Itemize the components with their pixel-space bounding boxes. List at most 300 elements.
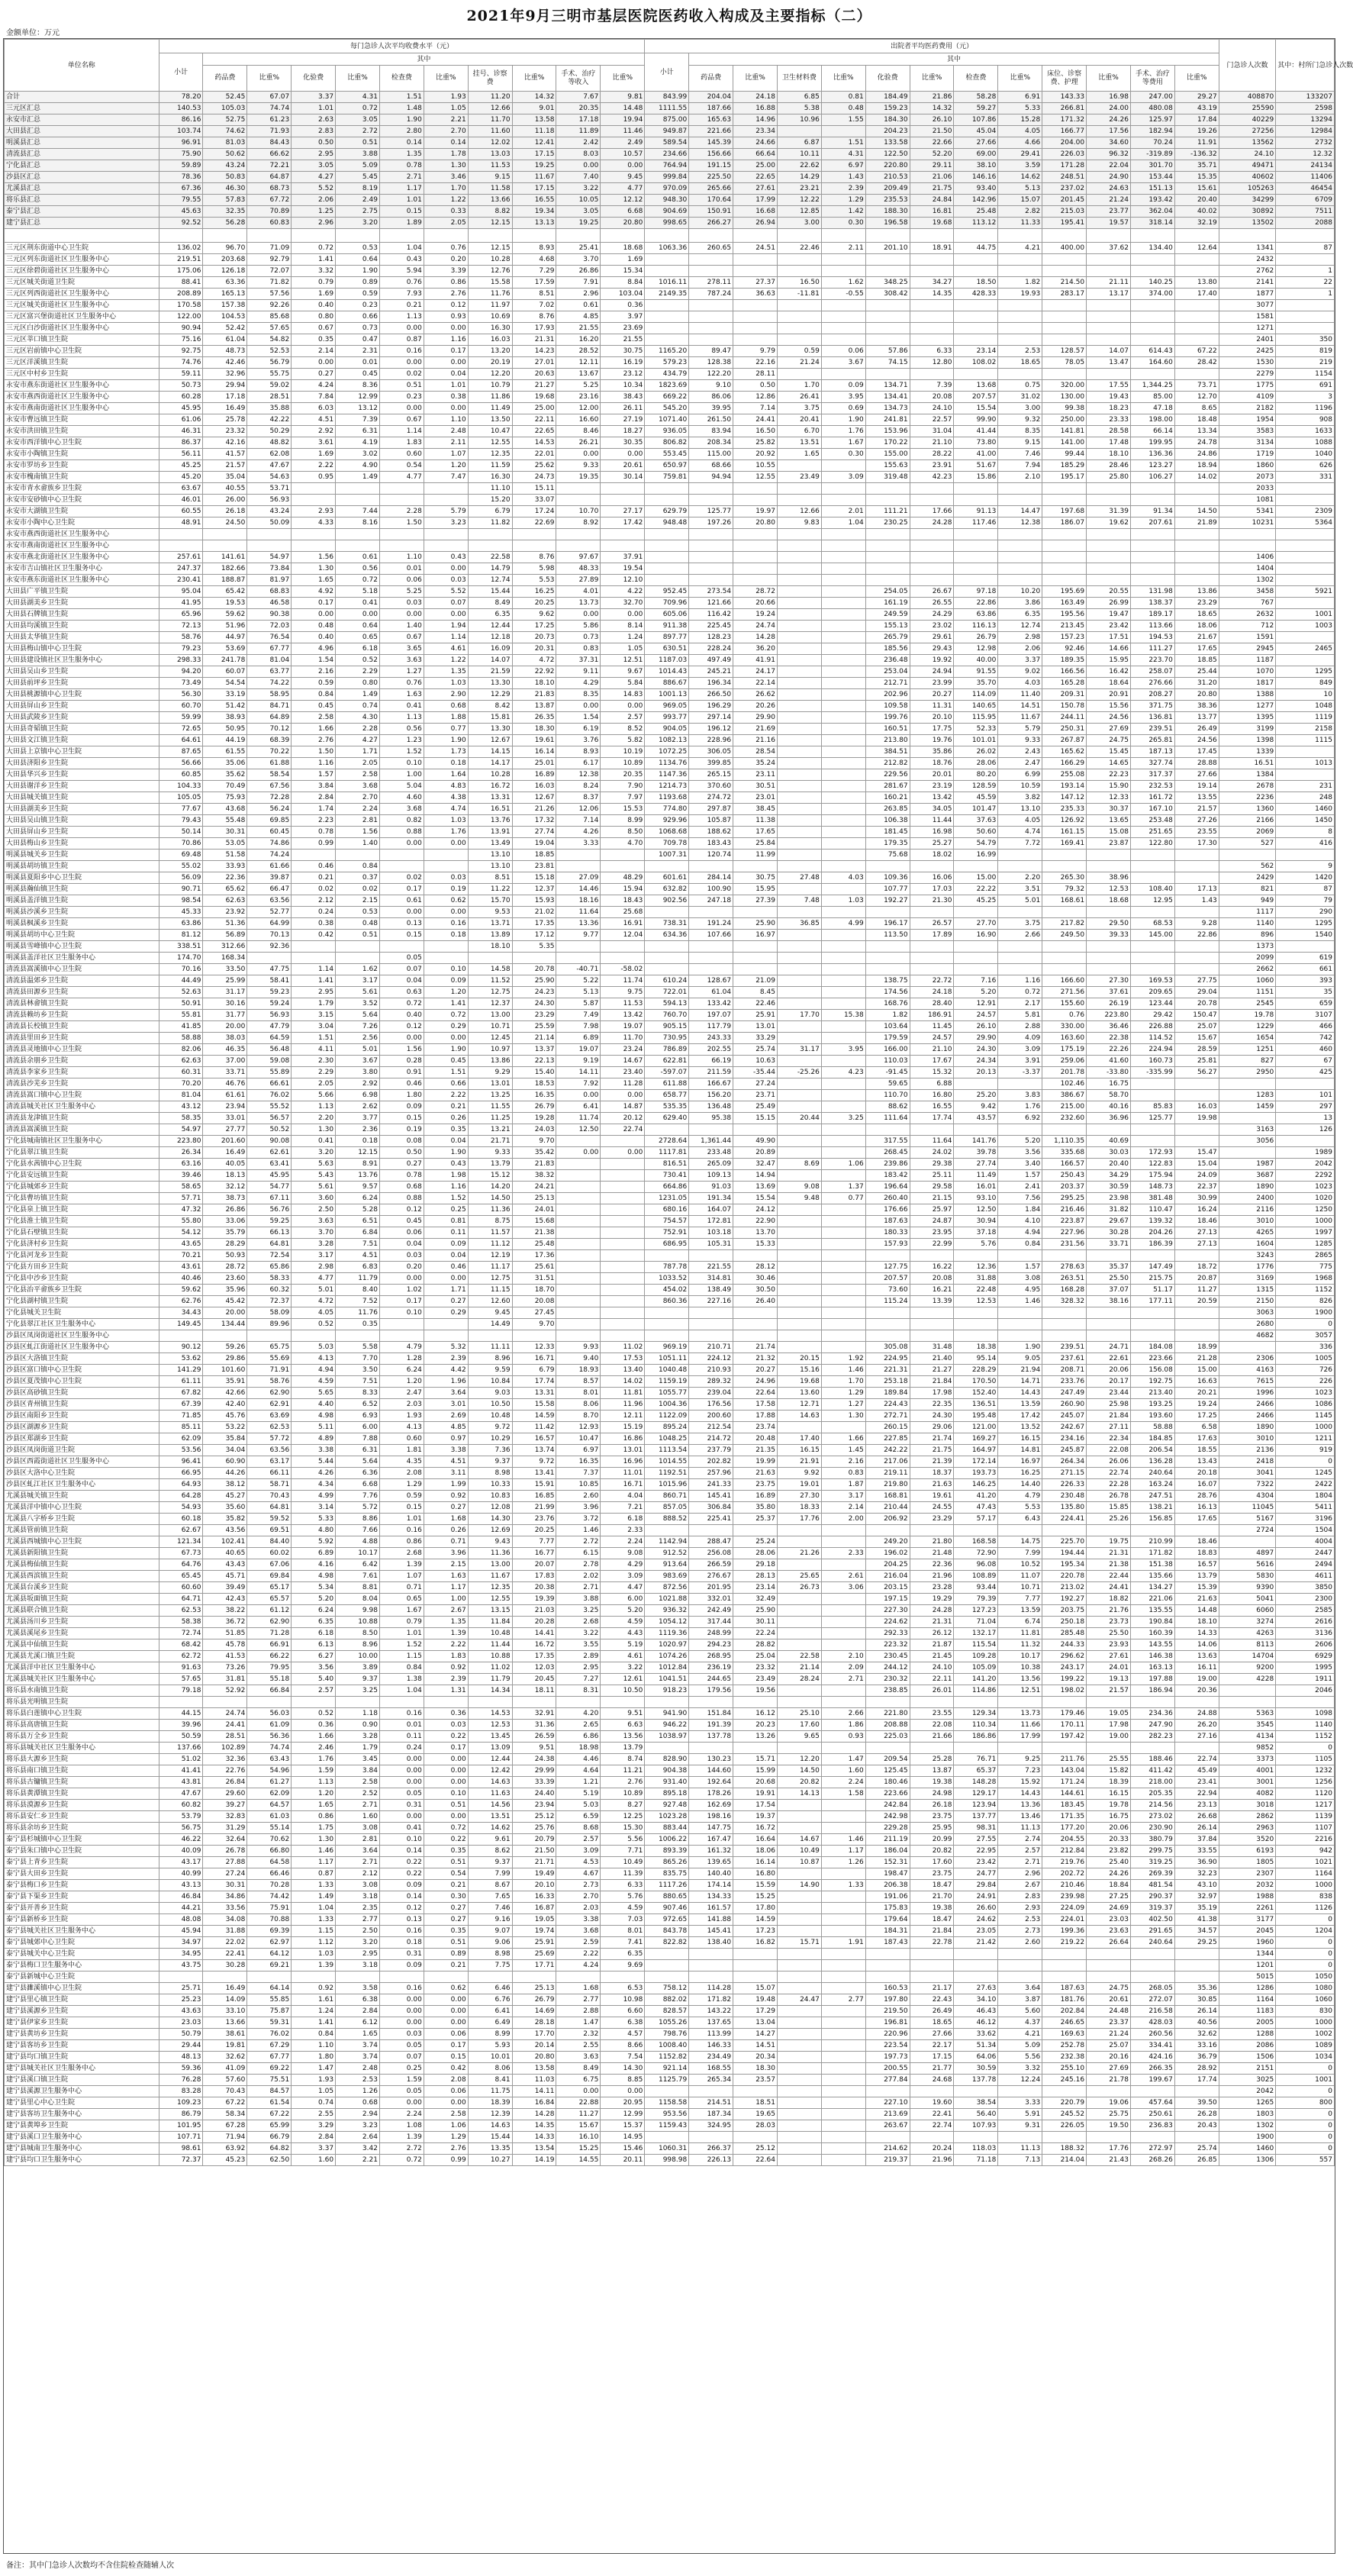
cell-value: 76.54 [247, 632, 292, 643]
cell-value: 1204 [1276, 1926, 1335, 1937]
cell-value: 70.89 [247, 206, 292, 218]
cell-value: 12.06 [556, 804, 601, 815]
cell-value: 3545 [1219, 1720, 1275, 1731]
cell-value: 54.63 [247, 472, 292, 483]
cell-value: 14.13 [777, 1788, 821, 1800]
cell-value: 2.95 [336, 1949, 380, 1960]
cell-value: 23.14 [733, 1582, 778, 1594]
cell-value [1042, 483, 1087, 495]
cell-value: 13.58 [512, 114, 556, 126]
cell-value: 632.82 [645, 884, 689, 895]
cell-value: 276.67 [689, 1571, 733, 1582]
cell-value: 19.07 [556, 1044, 601, 1056]
cell-value: 1145 [1276, 1411, 1335, 1422]
cell-value: 611.88 [645, 1078, 689, 1090]
cell-value: 1823.69 [645, 380, 689, 392]
cell-unit-name: 宁化县城关卫生院 [5, 1307, 159, 1319]
cell-value [601, 953, 645, 964]
cell-value: 5015 [1219, 1971, 1275, 1983]
cell-value [1130, 552, 1174, 563]
cell-value: 0.97 [424, 1433, 468, 1445]
cell-value [468, 540, 512, 552]
cell-value [821, 1617, 865, 1628]
cell-value: 241.78 [203, 655, 247, 666]
cell-value [1174, 1525, 1219, 1536]
cell-value [954, 495, 998, 506]
cell-value: 7.51 [336, 1239, 380, 1250]
cell-value: 3.28 [336, 1731, 380, 1743]
cell-empty [601, 229, 645, 243]
cell-value: 54.77 [247, 1182, 292, 1193]
cell-value: 99.90 [954, 414, 998, 426]
cell-value: 9.02 [998, 666, 1042, 678]
cell-value [733, 529, 778, 540]
cell-value: 243.17 [1042, 1662, 1087, 1674]
cell-value: 54.97 [247, 552, 292, 563]
cell-value: 291.65 [1130, 1926, 1174, 1937]
cell-value: 2141 [1219, 277, 1275, 289]
table-row [5, 1433, 1335, 1445]
cell-value: 37.18 [954, 1227, 998, 1239]
cell-value: 107.77 [865, 884, 910, 895]
cell-value: 2.14 [292, 346, 336, 357]
cell-value: 7.14 [556, 815, 601, 827]
cell-value: 224.43 [865, 1399, 910, 1411]
cell-value: 12.67 [512, 792, 556, 804]
cell-value: 95.04 [159, 586, 203, 598]
cell-value: 213.40 [1130, 1388, 1174, 1399]
cell-value [821, 792, 865, 804]
cell-value: 0.76 [424, 243, 468, 254]
cell-value: 244.11 [1042, 712, 1087, 724]
table-row [5, 1456, 1335, 1468]
cell-value: 142.96 [954, 195, 998, 206]
cell-value: 12.33 [1087, 792, 1131, 804]
cell-value: 1341 [1219, 243, 1275, 254]
cell-value: 57.71 [159, 1193, 203, 1204]
cell-value: 19.39 [512, 1594, 556, 1605]
cell-value: 0.43 [379, 254, 424, 266]
cell-value: 1.01 [379, 1628, 424, 1639]
cell-value: 34.10 [954, 1994, 998, 2006]
cell-value: -58.02 [601, 964, 645, 975]
cell-value: 244.65 [689, 1674, 733, 1685]
cell-value [1130, 1319, 1174, 1330]
cell-value: 25.90 [733, 918, 778, 930]
cell-value: 192.27 [1042, 1594, 1087, 1605]
cell-value: 12.37 [468, 998, 512, 1010]
cell-value: 1020 [1276, 1193, 1335, 1204]
cell-value [689, 1960, 733, 1971]
cell-value [910, 1697, 954, 1708]
cell-value: 0.00 [601, 449, 645, 460]
cell-value: 128.57 [1042, 346, 1087, 357]
cell-value [998, 369, 1042, 380]
cell-value: 18.46 [1174, 1536, 1219, 1548]
cell-value: 13.01 [468, 1078, 512, 1090]
cell-value: 2033 [1219, 483, 1275, 495]
cell-value: 7.94 [998, 460, 1042, 472]
cell-value [1276, 1078, 1335, 1090]
cell-value: 15.30 [601, 1823, 645, 1834]
cell-value: 204.55 [1042, 1834, 1087, 1846]
cell-value: 20.78 [1174, 998, 1219, 1010]
cell-value [645, 529, 689, 540]
cell-value: 1.90 [424, 735, 468, 746]
cell-value: 209.31 [1042, 689, 1087, 701]
cell-value: 45.76 [203, 1411, 247, 1422]
cell-value: 8.96 [468, 1353, 512, 1365]
cell-value: 13.68 [954, 380, 998, 392]
cell-empty [865, 229, 910, 243]
table-row [5, 815, 1335, 827]
data-table-container[interactable] [3, 38, 1353, 2554]
cell-value: 179.56 [689, 1685, 733, 1697]
cell-value: 2.15 [336, 895, 380, 907]
cell-value: 1.51 [379, 92, 424, 103]
cell-value [1087, 540, 1131, 552]
cell-value: 3.11 [424, 1468, 468, 1479]
cell-value: 113.66 [1130, 621, 1174, 632]
cell-value: 2.30 [292, 1056, 336, 1067]
cell-value: 1954 [1219, 414, 1275, 426]
cell-value [601, 483, 645, 495]
cell-value: 0.01 [379, 1720, 424, 1731]
cell-value: 53.56 [159, 1445, 203, 1456]
cell-unit-name: 明溪县胡坊中心卫生院 [5, 930, 159, 941]
cell-value [1042, 311, 1087, 323]
cell-value: 56.36 [247, 1731, 292, 1743]
cell-empty [379, 229, 424, 243]
cell-value: 13.13 [512, 218, 556, 229]
cell-value: 1152.82 [645, 2052, 689, 2063]
cell-value [424, 850, 468, 861]
cell-value: 764.94 [645, 160, 689, 172]
cell-value [821, 540, 865, 552]
cell-value: 138.49 [689, 1285, 733, 1296]
cell-value [777, 540, 821, 552]
cell-value: 250.43 [1042, 1170, 1087, 1182]
cell-value: 3.75 [998, 918, 1042, 930]
cell-value: 94.94 [689, 472, 733, 483]
cell-value: 72.03 [247, 621, 292, 632]
cell-unit-name: 尤溪县坂面镇卫生院 [5, 1594, 159, 1605]
cell-value: 165.63 [689, 114, 733, 126]
cell-value: 8.93 [556, 746, 601, 758]
cell-value: 301.70 [1130, 160, 1174, 172]
cell-unit-name: 沙县区高砂镇卫生院 [5, 1388, 159, 1399]
cell-value: 60.07 [203, 666, 247, 678]
cell-value: 3.05 [292, 160, 336, 172]
cell-value: 260.90 [1042, 1399, 1087, 1411]
cell-unit-name: 尤溪县汤川乡卫生院 [5, 1617, 159, 1628]
cell-value: 1654 [1219, 1033, 1275, 1044]
cell-value: 9.32 [998, 414, 1042, 426]
cell-value: -0.55 [821, 289, 865, 300]
cell-value: 6.68 [336, 1479, 380, 1491]
cell-value: 8.68 [556, 1823, 601, 1834]
cell-value: 63.86 [954, 609, 998, 621]
table-row [5, 1514, 1335, 1525]
cell-value: 1060 [1276, 1994, 1335, 2006]
cell-value: 0.00 [379, 1811, 424, 1823]
cell-value: 411.42 [1130, 1765, 1174, 1777]
cell-value: 174.56 [865, 987, 910, 998]
cell-value: 1900 [1276, 1307, 1335, 1319]
cell-value: 2.03 [379, 1399, 424, 1411]
summary-row [5, 160, 1335, 172]
cell-value: 9.59 [468, 1365, 512, 1376]
cell-value: 0.45 [336, 369, 380, 380]
cell-value: 2279 [1219, 369, 1275, 380]
cell-value: 18.06 [733, 1846, 778, 1857]
cell-value: 65.96 [159, 609, 203, 621]
cell-value: 1450 [1276, 815, 1335, 827]
cell-value: 21.14 [777, 1662, 821, 1674]
cell-value: 8.69 [777, 1159, 821, 1170]
cell-value: 362.04 [1130, 206, 1174, 218]
cell-value [159, 529, 203, 540]
cell-value [821, 953, 865, 964]
cell-value: 170.22 [865, 437, 910, 449]
cell-value: 194.53 [1130, 632, 1174, 643]
cell-value: 10.97 [468, 1044, 512, 1056]
cell-value: 11.13 [998, 1823, 1042, 1834]
cell-value: 157.23 [1042, 632, 1087, 643]
cell-value: 5.79 [424, 506, 468, 517]
cell-value: 27.66 [910, 2029, 954, 2040]
cell-value: 35.71 [1174, 160, 1219, 172]
cell-value: 8.19 [336, 183, 380, 195]
cell-value: 13.34 [1174, 426, 1219, 437]
cell-value: 23.75 [733, 1479, 778, 1491]
table-row [5, 1685, 1335, 1697]
cell-value: 43.81 [159, 1777, 203, 1788]
cell-value: 26.84 [203, 1777, 247, 1788]
cell-value: 13.60 [777, 1388, 821, 1399]
cell-value: 16.97 [733, 930, 778, 941]
cell-value: 25.01 [512, 758, 556, 769]
cell-value: 21.63 [1174, 1594, 1219, 1605]
cell-value: 1,110.35 [1042, 1136, 1087, 1147]
cell-value: 11.79 [468, 1674, 512, 1685]
cell-value: 5.01 [998, 895, 1042, 907]
cell-value [1087, 1697, 1131, 1708]
cell-value: 14.32 [910, 103, 954, 114]
cell-value [777, 1319, 821, 1330]
cell-value: 202.96 [865, 689, 910, 701]
cell-value [777, 953, 821, 964]
cell-value: 2.12 [292, 895, 336, 907]
cell-value: 3.58 [336, 1983, 380, 1994]
cell-value: 83.28 [159, 2086, 203, 2097]
cell-value: 10231 [1219, 517, 1275, 529]
cell-value: 12.91 [954, 998, 998, 1010]
cell-value: 23.57 [733, 2075, 778, 2086]
cell-value: 53.05 [203, 838, 247, 850]
cell-value: 1120 [1276, 1788, 1335, 1800]
cell-value: 1.76 [292, 1754, 336, 1765]
cell-value: 20.19 [468, 357, 512, 369]
cell-value [865, 1250, 910, 1262]
cell-value: 2.67 [424, 1605, 468, 1617]
cell-value: 948.30 [645, 195, 689, 206]
cell-value: 893.39 [645, 1846, 689, 1857]
cell-value: 15.39 [1174, 1582, 1219, 1594]
cell-value: 12.35 [468, 449, 512, 460]
cell-value [777, 1273, 821, 1285]
cell-value [1219, 1536, 1275, 1548]
cell-value: 3.22 [556, 183, 601, 195]
cell-value: 193.60 [1130, 1411, 1174, 1422]
table-row [5, 735, 1335, 746]
cell-value [777, 998, 821, 1010]
cell-value: 3.45 [336, 1754, 380, 1765]
cell-value [601, 1182, 645, 1193]
table-row [5, 1983, 1335, 1994]
cell-unit-name: 沙县区富口镇中心卫生院 [5, 1365, 159, 1376]
table-row [5, 1468, 1335, 1479]
cell-value: 3.75 [777, 403, 821, 414]
cell-value [733, 540, 778, 552]
cell-value: 428.33 [954, 289, 998, 300]
cell-value [1174, 1330, 1219, 1342]
cell-value: 8.98 [468, 1468, 512, 1479]
cell-value: 20.10 [910, 712, 954, 724]
cell-value: 0.15 [379, 1502, 424, 1514]
cell-value: 25.48 [954, 206, 998, 218]
cell-value: 0.19 [424, 884, 468, 895]
cell-value: 56.30 [159, 689, 203, 701]
cell-value: 207.57 [865, 1273, 910, 1285]
table-row [5, 2075, 1335, 2086]
cell-value [159, 1330, 203, 1342]
cell-value: 1805 [1219, 1857, 1275, 1868]
cell-value: 7.52 [336, 1296, 380, 1307]
cell-value: 42.66 [203, 1388, 247, 1399]
cell-value [424, 1697, 468, 1708]
cell-value: 47.32 [159, 1204, 203, 1216]
cell-value: 16.15 [777, 1445, 821, 1456]
cell-value [998, 334, 1042, 346]
cell-value: 21.74 [733, 1342, 778, 1353]
cell-value: 4.59 [601, 1903, 645, 1914]
cell-value [1042, 529, 1087, 540]
cell-value: 1.56 [292, 552, 336, 563]
cell-value: 81.04 [159, 1090, 203, 1101]
cell-value [468, 1697, 512, 1708]
cell-value [247, 540, 292, 552]
cell-value: 15.53 [601, 804, 645, 815]
cell-value [777, 689, 821, 701]
cell-value: 12.61 [601, 1674, 645, 1685]
cell-value [645, 1330, 689, 1342]
cell-value: 0.03 [379, 1250, 424, 1262]
cell-value: 19.01 [777, 1479, 821, 1491]
cell-value: 236.48 [865, 655, 910, 666]
cell-value: 0.17 [424, 346, 468, 357]
cell-value: 3107 [1276, 1010, 1335, 1021]
cell-value: 60.90 [203, 1456, 247, 1468]
cell-value: 214.72 [689, 1433, 733, 1445]
cell-value [777, 1078, 821, 1090]
cell-value [954, 1330, 998, 1342]
cell-value: 20.14 [512, 2040, 556, 2052]
cell-value: 111.27 [1130, 643, 1174, 655]
cell-value: 2236 [1219, 792, 1275, 804]
cell-value: 17.29 [733, 2006, 778, 2017]
cell-value [1042, 575, 1087, 586]
cell-value: 0.88 [379, 827, 424, 838]
cell-value [689, 254, 733, 266]
cell-value: 664.86 [645, 1182, 689, 1193]
cell-value: 43.43 [203, 1559, 247, 1571]
cell-value: 12.93 [556, 1422, 601, 1433]
cell-value: -335.99 [1130, 1067, 1174, 1078]
cell-value [379, 540, 424, 552]
cell-value: 209.65 [1130, 987, 1174, 998]
cell-value: 246.65 [1042, 2017, 1087, 2029]
cell-value: 0.11 [424, 1227, 468, 1239]
cell-value: 295.25 [1042, 1193, 1087, 1204]
cell-value: 4.66 [998, 137, 1042, 149]
cell-value: 2.68 [379, 1548, 424, 1559]
cell-value: 3.18 [336, 1960, 380, 1971]
cell-empty [777, 229, 821, 243]
cell-value: 7.51 [336, 1376, 380, 1388]
cell-value: 204.23 [865, 126, 910, 137]
cell-value: 8.92 [556, 517, 601, 529]
cell-value: 15.35 [1174, 172, 1219, 183]
cell-value: 0.10 [379, 1307, 424, 1319]
cell-value: 7511 [1276, 206, 1335, 218]
cell-value: 2306 [1219, 1353, 1275, 1365]
cell-value [910, 1743, 954, 1754]
cell-value: 14.96 [733, 114, 778, 126]
cell-value: 18.33 [777, 1502, 821, 1514]
cell-value [865, 2086, 910, 2097]
cell-value: 32.35 [203, 206, 247, 218]
cell-value: 45.95 [247, 1170, 292, 1182]
cell-value: 21.24 [777, 357, 821, 369]
cell-value: 4.51 [424, 1456, 468, 1468]
cell-value: 0.00 [379, 323, 424, 334]
cell-value: 12.10 [601, 575, 645, 586]
cell-value: 1142.94 [645, 1536, 689, 1548]
cell-value: 140.65 [954, 701, 998, 712]
cell-value: 113.50 [865, 930, 910, 941]
header-ip-col: 比重% [998, 66, 1042, 92]
header-ip-col: 比重% [733, 66, 778, 92]
cell-value: 12.67 [468, 735, 512, 746]
cell-unit-name: 建宁县客坊乡卫生院 [5, 2040, 159, 2052]
cell-value: 0.17 [292, 598, 336, 609]
cell-value: 2086 [1219, 2040, 1275, 2052]
cell-value: 62.90 [247, 1388, 292, 1399]
cell-value [821, 1227, 865, 1239]
cell-value: 4897 [1219, 1548, 1275, 1559]
cell-unit-name: 明溪县盖洋社区卫生服务中心 [5, 953, 159, 964]
cell-value: 26.18 [910, 1800, 954, 1811]
cell-value: 14.94 [733, 1170, 778, 1182]
cell-value: 17.65 [1174, 643, 1219, 655]
cell-value [1042, 1949, 1087, 1960]
cell-value: 110.34 [954, 1720, 998, 1731]
cell-unit-name: 泰宁县下渠乡卫生院 [5, 1891, 159, 1903]
cell-value: 1302 [1219, 575, 1275, 586]
cell-value: 59.24 [247, 998, 292, 1010]
cell-value: 7.37 [556, 1468, 601, 1479]
